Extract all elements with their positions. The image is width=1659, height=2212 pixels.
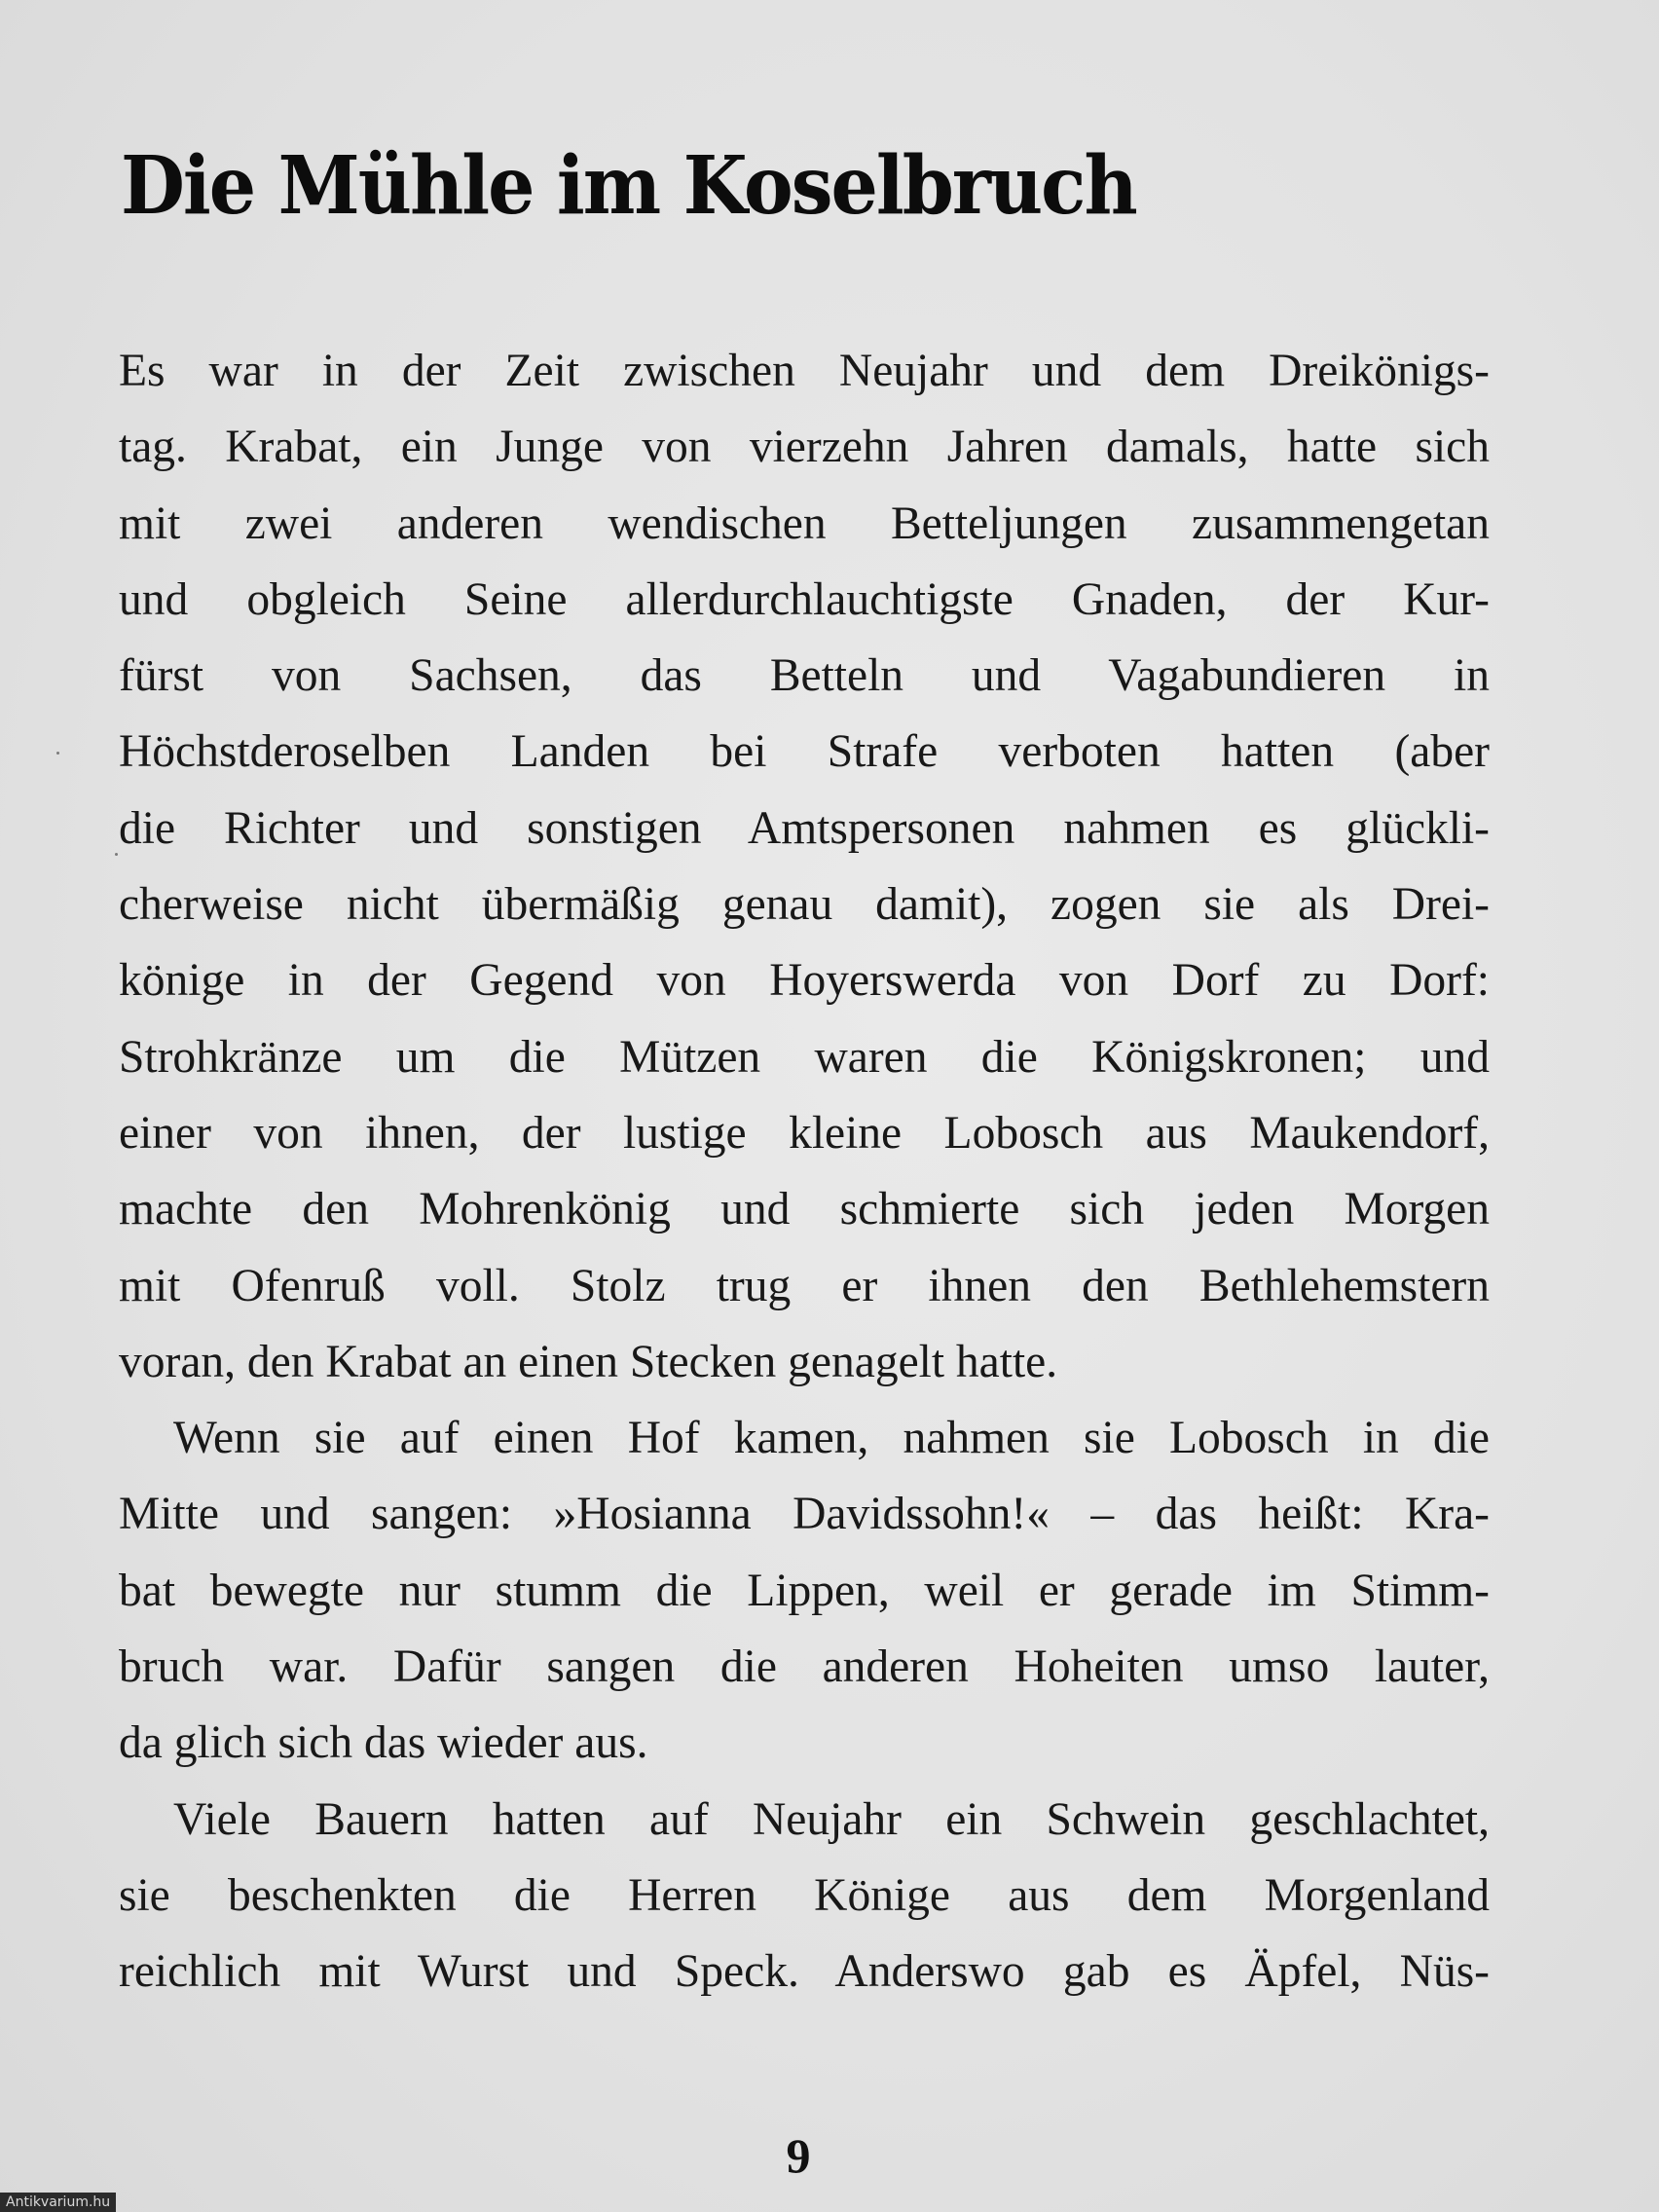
watermark-label: Antikvarium.hu xyxy=(0,2193,116,2212)
text-line: Es war in der Zeit zwischen Neujahr und dem Dreikönigs- xyxy=(119,346,1490,396)
text-line: Höchstderoselben Landen bei Strafe verboten hatten (aber xyxy=(119,726,1490,778)
paragraph-1 xyxy=(119,333,1490,1400)
text-line: voran, den Krabat an einen Stecken genagelt hatte. xyxy=(119,1336,1058,1387)
text-line: Wenn sie auf einen Hof kamen, nahmen sie Lobosch in die xyxy=(173,1413,1490,1464)
chapter-title: Die Mühle im Koselbruch xyxy=(121,138,1136,233)
text-line: tag. Krabat, ein Junge von vierzehn Jahren damals, hatte sich xyxy=(119,422,1490,473)
text-line: könige in der Gegend von Hoyerswerda von Dorf zu Dorf: xyxy=(119,955,1490,1007)
text-line: mit Ofenruß voll. Stolz trug er ihnen den Bethlehemstern xyxy=(119,1260,1490,1311)
text-line: da glich sich das wieder aus. xyxy=(119,1717,648,1769)
text-line: einer von ihnen, der lustige kleine Lobosch aus Maukendorf, xyxy=(119,1107,1490,1159)
text-line: bat bewegte nur stumm die Lippen, weil er gerade im Stimm- xyxy=(119,1565,1490,1616)
text-line: Viele Bauern hatten auf Neujahr ein Schwein geschlachtet, xyxy=(173,1793,1490,1845)
chapter-body xyxy=(119,333,1490,2010)
text-line: sie beschenkten die Herren Könige aus dem Morgenland xyxy=(119,1869,1490,1921)
paper-speck xyxy=(56,752,59,755)
paper-speck xyxy=(115,853,118,856)
text-line: reichlich mit Wurst und Speck. Anderswo gab es Äpfel, Nüs- xyxy=(119,1946,1490,1998)
text-line: und obgleich Seine allerdurchlauchtigste Gnaden, der Kur- xyxy=(119,573,1490,625)
text-line: machte den Mohrenkönig und schmierte sich jeden Morgen xyxy=(119,1184,1490,1235)
text-line: bruch war. Dafür sangen die anderen Hoheiten umso lauter, xyxy=(119,1641,1490,1693)
page-number: 9 xyxy=(786,2128,811,2183)
text-line: mit zwei anderen wendischen Betteljungen zusammengetan xyxy=(119,498,1490,549)
paragraph-3 xyxy=(119,1782,1490,2010)
text-line: fürst von Sachsen, das Betteln und Vagabundieren in xyxy=(119,650,1490,702)
paragraph-2 xyxy=(119,1400,1490,1781)
text-line: Strohkränze um die Mützen waren die Königskronen; und xyxy=(119,1031,1490,1083)
text-line: Mitte und sangen: »Hosianna Davidssohn!« – das heißt: Kra- xyxy=(119,1489,1490,1540)
text-line: cherweise nicht übermäßig genau damit), zogen sie als Drei- xyxy=(119,879,1490,931)
text-line: die Richter und sonstigen Amtspersonen nahmen es glückli- xyxy=(119,802,1490,854)
